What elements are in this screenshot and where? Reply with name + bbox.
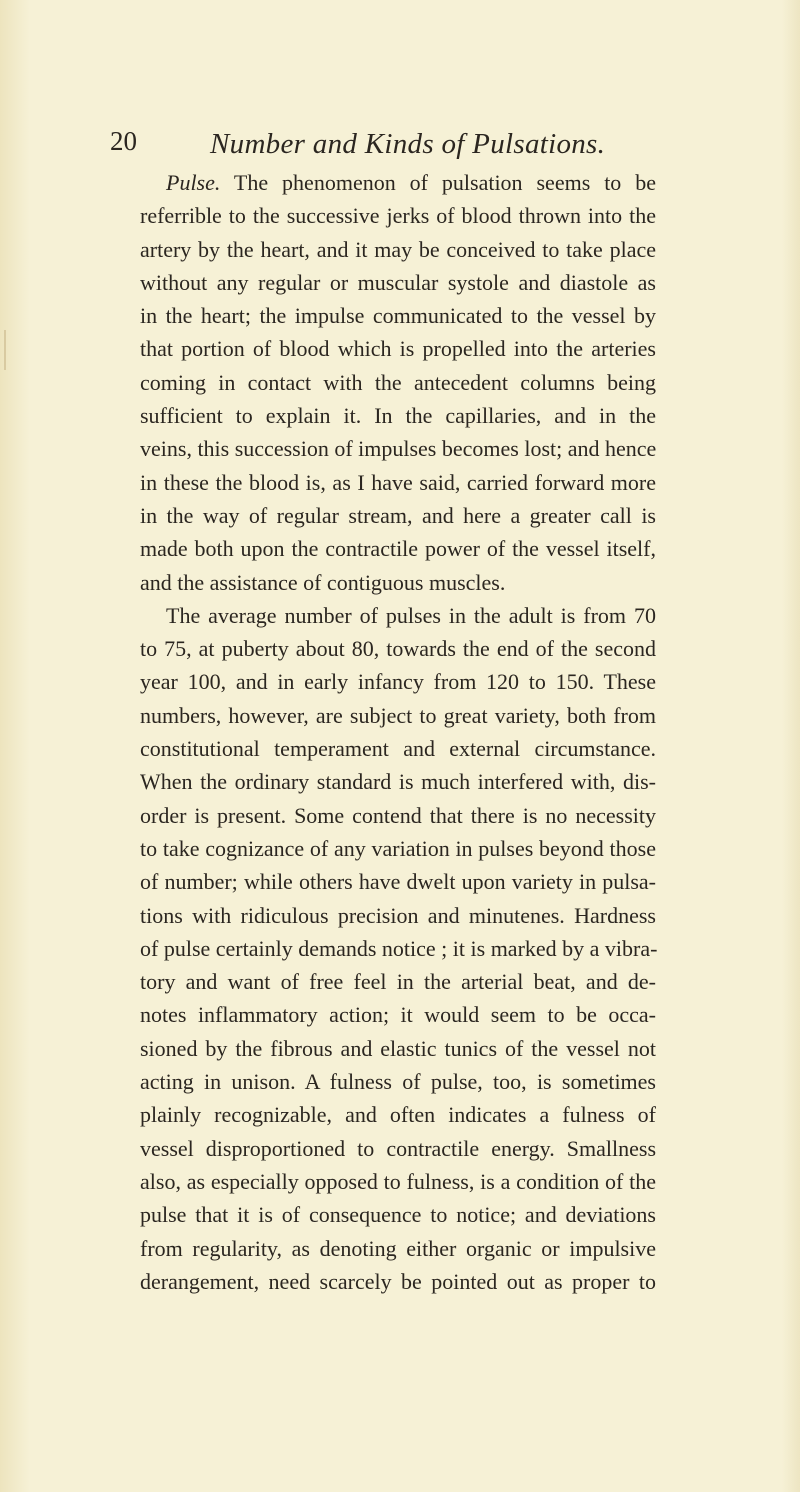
- text-line: [140, 1098, 656, 1131]
- text-line: [140, 1165, 656, 1198]
- text-line-content: to take cognizance of any variation in pulses beyond those: [140, 835, 656, 861]
- text-line-content: order is present. Some contend that there is no necessity: [140, 802, 656, 828]
- text-line-content: vessel disproportioned to contractile energy. Smallness: [140, 1135, 656, 1161]
- text-line-content: also, as especially opposed to fulness, is a condition of the: [140, 1168, 656, 1194]
- text-line-content: referrible to the successive jerks of blood thrown into the: [140, 203, 656, 229]
- text-line-content: coming in contact with the antecedent columns being: [140, 369, 656, 395]
- text-line: [140, 699, 656, 732]
- text-line-content: in the heart; the impulse communicated to the vessel by: [140, 303, 656, 329]
- text-line-content: that portion of blood which is propelled into the arteries: [140, 336, 656, 362]
- text-line: [140, 399, 656, 432]
- text-line: [140, 1232, 656, 1265]
- text-line: [140, 1265, 656, 1298]
- text-line: [140, 765, 656, 798]
- text-line-content: tions with ridiculous precision and minutenes. Hardness: [140, 902, 656, 928]
- text-line-content: constitutional temperament and external circumstance.: [140, 736, 656, 762]
- text-line-content: artery by the heart, and it may be conceived to take place: [140, 236, 656, 262]
- page-edge-right: [782, 0, 800, 1492]
- text-line: [140, 1198, 656, 1231]
- text-line: [140, 965, 656, 998]
- text-line-content: sioned by the fibrous and elastic tunics of the vessel not: [140, 1035, 656, 1061]
- text-line-content: to 75, at puberty about 80, towards the end of the second: [140, 636, 656, 662]
- text-line-content: in these the blood is, as I have said, carried forward more: [140, 469, 656, 495]
- text-line-content: veins, this succession of impulses becomes lost; and hence: [140, 436, 657, 462]
- text-line: [140, 599, 656, 632]
- text-line: [140, 799, 656, 832]
- text-line: [140, 233, 656, 266]
- paragraph-lead-italic: Pulse.: [166, 170, 221, 195]
- text-line: [140, 865, 656, 898]
- text-line: [140, 266, 656, 299]
- text-line-content: and the assistance of contiguous muscles.: [140, 569, 506, 595]
- margin-bleed-mark: [4, 330, 20, 370]
- text-line: [140, 332, 656, 365]
- text-line-content: notes inflammatory action; it would seem to be occa-: [140, 1002, 656, 1028]
- text-line-content: plainly recognizable, and often indicates a fulness of: [140, 1102, 656, 1128]
- text-line-content: The average number of pulses in the adult is from 70: [166, 602, 656, 628]
- text-line-content: acting in unison. A fulness of pulse, too, is sometimes: [140, 1069, 656, 1095]
- bottom-mark: [511, 1443, 519, 1451]
- text-line: [140, 366, 656, 399]
- text-line: [140, 566, 656, 599]
- page-number: 20: [110, 126, 137, 156]
- text-line-content: made both upon the contractile power of the vessel itself,: [140, 536, 656, 562]
- text-line-content: sufficient to explain it. In the capillaries, and in the: [140, 403, 656, 429]
- text-line-content: from regularity, as denoting either organic or impulsive: [140, 1235, 656, 1261]
- text-line-content: numbers, however, are subject to great variety, both from: [140, 702, 656, 728]
- text-line: [140, 299, 656, 332]
- text-line: [140, 1132, 656, 1165]
- text-line-content: pulse that it is of consequence to notice; and deviations: [140, 1202, 656, 1228]
- text-line: [140, 1065, 656, 1098]
- text-line-content: When the ordinary standard is much interfered with, dis-: [140, 769, 656, 795]
- text-line: [140, 432, 656, 465]
- text-line-content: in the way of regular stream, and here a greater call is: [140, 502, 656, 528]
- body-text: [140, 166, 656, 1298]
- text-line: [140, 199, 656, 232]
- text-line: [140, 732, 656, 765]
- text-line-content: of pulse certainly demands notice ; it is marked by a vibra-: [140, 935, 658, 961]
- text-line-content: of number; while others have dwelt upon variety in pulsa-: [140, 869, 656, 895]
- text-line-content: The phenomenon of pulsation seems to be: [220, 170, 656, 195]
- text-line: [140, 998, 656, 1031]
- text-line-content: derangement, need scarcely be pointed out as proper to: [140, 1268, 656, 1294]
- page-header: [110, 126, 670, 170]
- text-line-content: tory and want of free feel in the arterial beat, and de-: [140, 969, 656, 995]
- text-line-content: without any regular or muscular systole and diastole as: [140, 269, 656, 295]
- text-line: [140, 466, 656, 499]
- running-title: Number and Kinds of Pulsations.: [210, 128, 606, 160]
- text-line-content: year 100, and in early infancy from 120 to 150. These: [140, 669, 656, 695]
- text-line: [140, 532, 656, 565]
- text-line: [140, 632, 656, 665]
- text-line: [140, 499, 656, 532]
- text-line: [140, 1032, 656, 1065]
- text-line: [140, 932, 656, 965]
- text-line: [140, 166, 656, 199]
- page-edge-left: [0, 0, 30, 1492]
- text-line: [140, 665, 656, 698]
- text-line: [140, 832, 656, 865]
- text-line: [140, 899, 656, 932]
